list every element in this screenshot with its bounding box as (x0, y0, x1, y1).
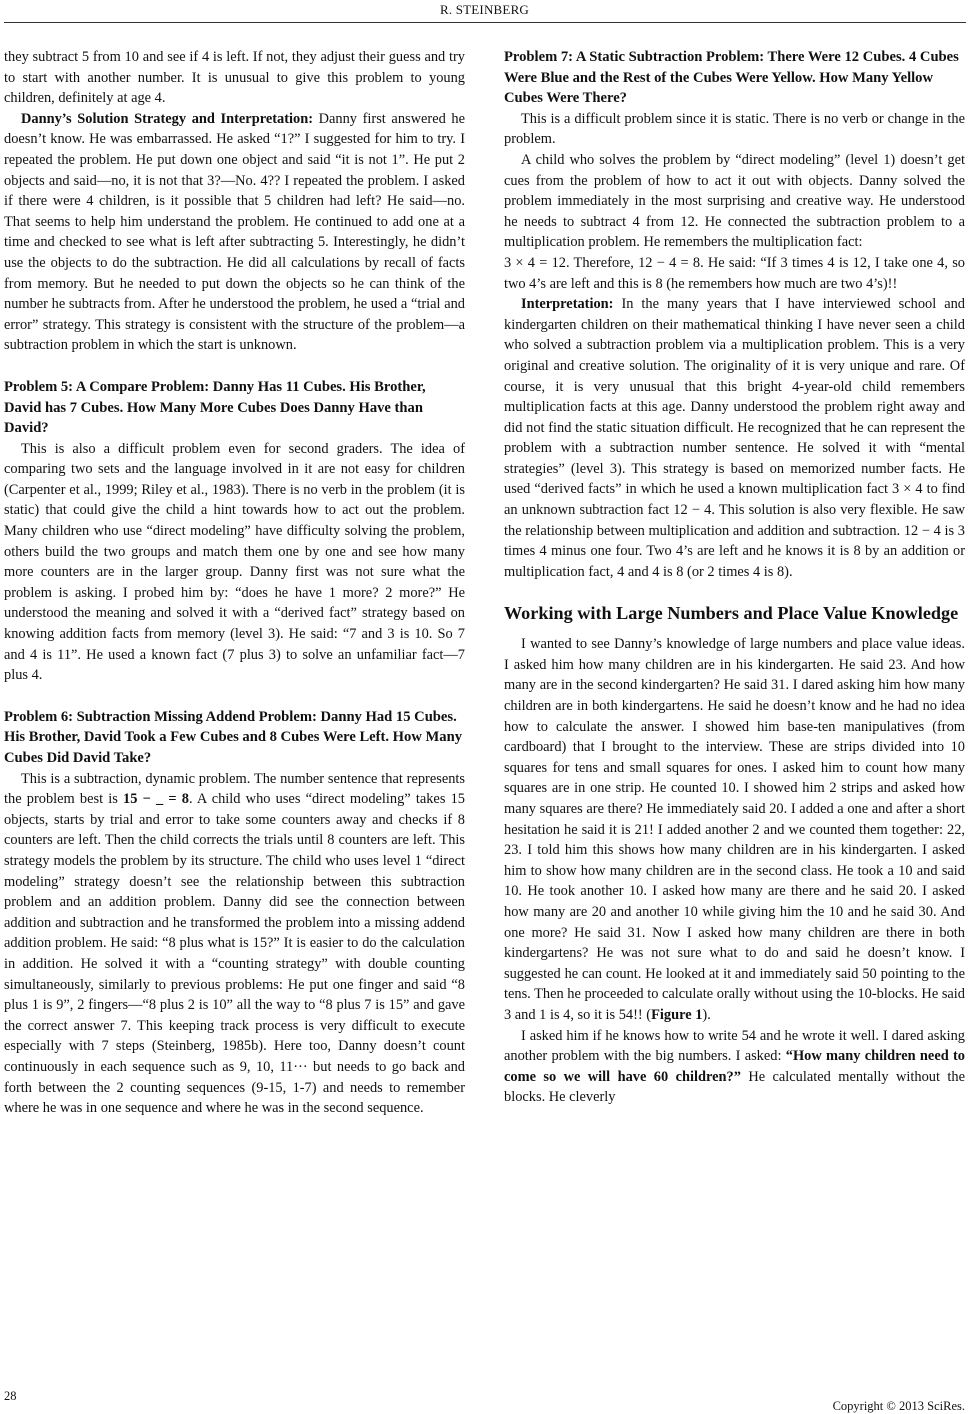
question-text: “How many children need to come so we will have 60 children?” (504, 1048, 965, 1085)
paragraph-text: He calculated mentally without the blocks. He cleverly (504, 1068, 966, 1106)
problem-6-heading: Problem 6: Subtraction Missing Addend Problem: Danny Had 15 Cubes. His Brother, David Took a Few Cubes and 8 Cubes Were Left. How Many Cubes Did David Take? (4, 708, 462, 766)
running-header: R. STEINBERG (439, 2, 530, 17)
paragraph-text: This is a subtraction, dynamic problem. The number sentence that represents the problem best is (4, 770, 465, 808)
header-rule (4, 22, 966, 23)
paragraph-text: I wanted to see Danny’s knowledge of large numbers and place value ideas. I asked him how many children are in his kindergarten. He said 23. And how many are in the second kindergarten? He said 31. I dared asking him how many children are in both kindergartens. He said he doesn’t know and he had no idea how to calculate the answer. I showed him base-ten manipulatives (from cardboard) that I brought to the interview. These are strips divided into 10 squares for tens and small squares for ones. I asked him to count how many squares are in one strip. He counted 10. I showed him 2 strips and asked how many squares are there? He immediately said 20. I added a one and after a short hesitation he said it is 21! I added another 2 and we counted them together: 22, 23. I told him this shows how many children are in his kindergarten. I asked him to show how many children are in the second class. He took a 10 and said 10. He took another 10. I asked how many are there and he said 20. I asked how many are 20 and another 10 while giving him the 10 and he said 30. And one more? He said 31. Now I asked how many children are there in both kindergartens? He was not sure what to do and said he doesn’t know. I suggested he can count. He looked at it and immediately said 50 pointing to the tens. Then he proceeded to calculate orally without using the 10-blocks. He said 3 and 1 is 4, so it is 54!! ( (504, 636, 965, 1023)
paragraph (4, 769, 465, 1119)
problem-5-heading: Problem 5: A Compare Problem: Danny Has 11 Cubes. His Brother, David has 7 Cubes. How Many More Cubes Does Danny Have than David? (4, 378, 426, 437)
problem-7-heading: Problem 7: A Static Subtraction Problem: There Were 12 Cubes. 4 Cubes Were Blue and the Rest of the Cubes Were Yellow. How Many Yellow Cubes Were There? (504, 49, 959, 107)
paragraph-text: ). (702, 1006, 711, 1023)
paragraph (4, 109, 465, 356)
paragraph-text: . A child who uses “direct modeling” takes 15 objects, starts by trial and error to take some counters away and checks if 8 counters are left. Then the child corrects the trials until 8 counters are left. This strategy models the problem by its structure. The child who uses level 1 “direct modeling” strategy doesn’t see the relationship between this subtraction problem and an addition problem. Danny did see the connection between addition and subtraction and he transformed the problem into a missing addend addition problem. He said: “8 plus what is 15?” It is easier to do the calculation in addition. He solved it with a “counting strategy” with double counting simultaneously, similarly to previous problems: He put one finger and said “8 plus 1 is 9”, 2 fingers—“8 plus 2 is 10” all the way to “8 plus 7 is 15” and gave the correct answer 7. This keeping track process is very difficult to execute especially with 7 steps (Steinberg, 1985b). Here too, Danny doesn’t count continuously in each sequence such as 9, 10, 11··· but needs to go back and forth between the 2 counting sequences (9-15, 1-7) and needs to remember where he was in one sequence and where he was in the second sequence. (4, 791, 465, 1117)
paragraph-lead: Danny’s Solution Strategy and Interpretation: (21, 110, 313, 127)
paragraph: This is a difficult problem since it is static. There is no verb or change in the problem. (504, 110, 965, 148)
copyright-notice: Copyright © 2013 SciRes. (832, 1399, 965, 1413)
section-heading: Working with Large Numbers and Place Value Knowledge (504, 603, 959, 624)
paragraph-text: I asked him if he knows how to write 54 and he wrote it well. I dared asking another problem with the big numbers. I asked: (504, 1027, 965, 1065)
page-number: 28 (4, 1389, 17, 1403)
paragraph (504, 634, 965, 1025)
paragraph-lead: Interpretation: (521, 296, 614, 313)
figure-reference[interactable]: Figure 1 (651, 1006, 703, 1023)
paragraph-text: In the many years that I have interviewed school and kindergarten children on their mathematical thinking I have never seen a child who solved a subtraction problem via a multiplication problem. This is a very original and creative solution. The originality of it is very unique and rare. Of course, it is very unusual that this bright 4-year-old child remembers multiplication facts at this age. Danny understood the problem right away and did not find the static situation difficult. He recognized that he can represent the problem with a subtraction number sentence. He solved it with “mental strategies” (level 3). This strategy is based on memorized number facts. He used “derived facts” in which he used a known multiplication fact 3 × 4 to find an unknown subtraction fact 12 − 4. This solution is also very flexible. He saw the relationship between multiplication and addition and subtraction. 12 − 4 is 3 times 4 minus one four. Two 4’s are left and he knows it is 8 by an addition or multiplication fact, 4 and 4 is 8 (or 2 times 4 is 8). (504, 296, 965, 580)
paragraph (504, 294, 965, 582)
paragraph-text: Danny first answered he doesn’t know. He was embarrassed. He asked “1?” I suggested for him to try. I repeated the problem. He put down one object and said “it is not 1”. He put 2 objects and said—no, it is not that 3?—No. 4?? I repeated the problem. I asked if there were 4 children, is it possible that 5 children had left? He said—no. That seems to help him understand the problem. He continued to add one at a time and checked to see what is left after subtracting 5. Interestingly, he didn’t use the objects to do the subtraction. He did all calculations by recall of facts from memory. But he needed to put down the objects so he can think of the number he subtracts from. After he understood the problem, he used a “trial and error” strategy. This strategy is consistent with the structure of the problem—a subtraction problem in which the start is unknown. (4, 110, 465, 354)
paragraph: This is also a difficult problem even for second graders. The idea of comparing two sets and the language involved in it are not easy for children (Carpenter et al., 1999; Riley et al., 1983). There is no verb in the problem (it is static) that could give the child a hint towards how to act out the problem. Many children who use “direct modeling” have difficulty solving the problem, others build the two groups and match them one by one and see how many more counters are in the larger group. Danny first was not sure what the problem is asking. I probed him by: “does he have 1 more? 2 more?” He understood the meaning and solved it with a “derived fact” strategy based on knowing addition facts from memory (level 3). He said: “7 and 3 is 10. So 7 and 4 is 11”. He used a known fact (7 plus 3) to solve an unfamiliar fact—7 plus 4. (4, 440, 465, 684)
left-column (4, 47, 465, 1119)
number-sentence: 15 − _ = 8 (123, 791, 189, 808)
paragraph: they subtract 5 from 10 and see if 4 is left. If not, they adjust their guess and try to start with another number. It is unusual to give this problem to young children, definitely at age 4. (4, 49, 465, 107)
paragraph (504, 1026, 965, 1108)
paragraph: A child who solves the problem by “direct modeling” (level 1) doesn’t get cues from the problem of how to act it out with objects. Danny solved the problem immediately in the most surprising and creative way. He understood he needs to subtract 4 from 12. He connected the subtraction problem to a multiplication problem. He remembers the multiplication fact: (504, 151, 965, 251)
right-column (504, 47, 965, 1108)
paragraph: 3 × 4 = 12. Therefore, 12 − 4 = 8. He said: “If 3 times 4 is 12, I take one 4, so two 4’s are left and this is 8 (he remembers how much are two 4’s)!! (504, 254, 965, 292)
